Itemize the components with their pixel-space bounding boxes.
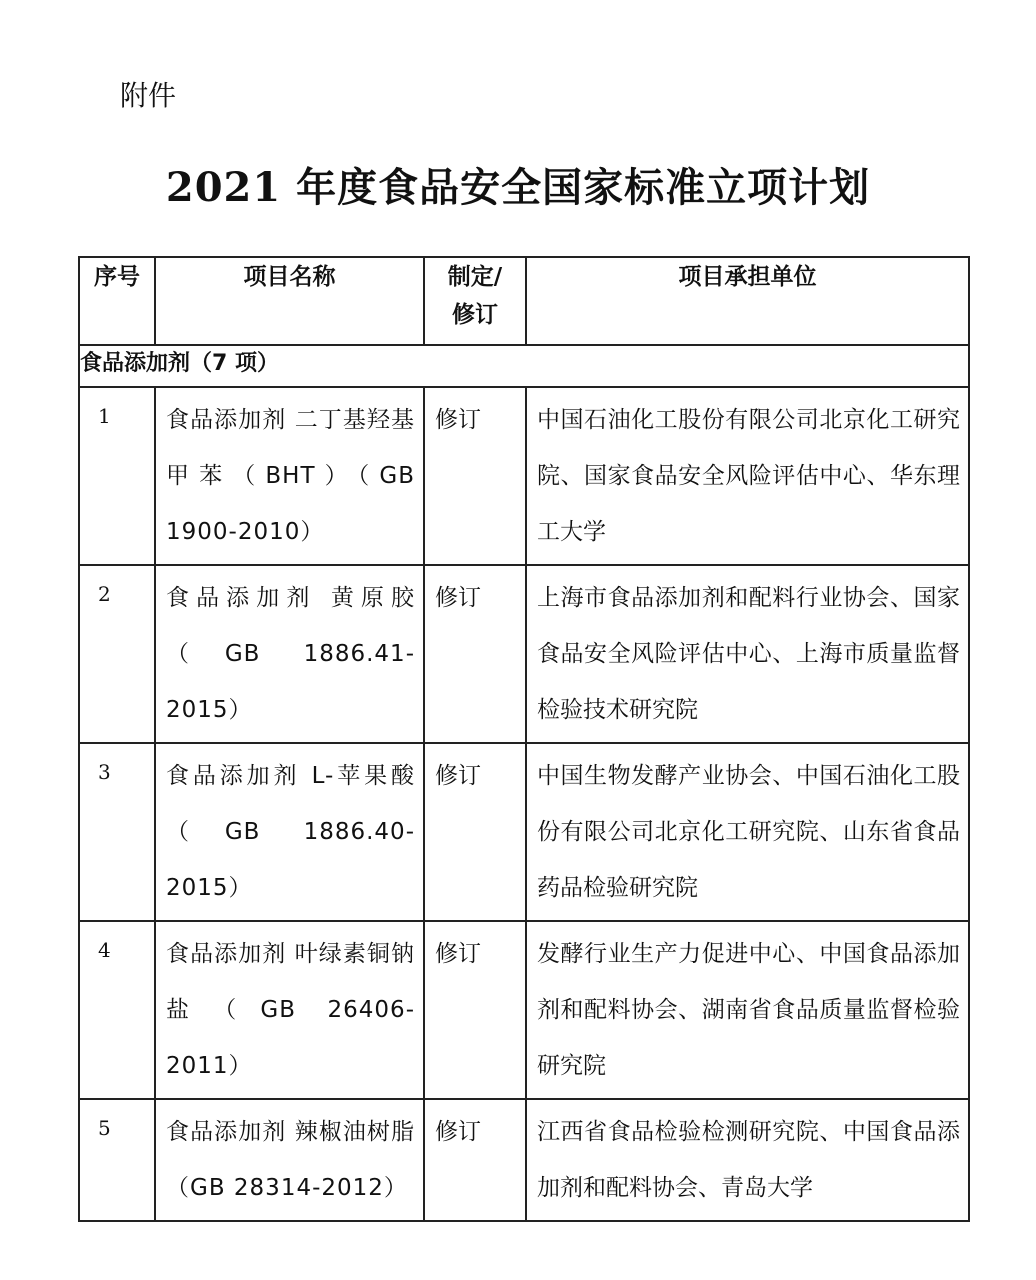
revision-type: 修订 — [424, 921, 526, 1099]
row-number: 2 — [79, 565, 155, 743]
responsible-unit: 江西省食品检验检测研究院、中国食品添加剂和配料协会、青岛大学 — [526, 1099, 969, 1221]
revision-type: 修订 — [424, 387, 526, 565]
responsible-unit: 中国生物发酵产业协会、中国石油化工股份有限公司北京化工研究院、山东省食品药品检验研究院 — [526, 743, 969, 921]
row-number: 1 — [79, 387, 155, 565]
revision-type: 修订 — [424, 1099, 526, 1221]
section-row — [79, 345, 969, 387]
header-serial-number: 序号 — [79, 257, 155, 345]
project-name: 食品添加剂 辣椒油树脂（GB 28314-2012） — [155, 1099, 424, 1221]
project-name: 食品添加剂 L-苹果酸（GB 1886.40-2015） — [155, 743, 424, 921]
responsible-unit: 中国石油化工股份有限公司北京化工研究院、国家食品安全风险评估中心、华东理工大学 — [526, 387, 969, 565]
project-name: 食品添加剂 黄原胶（GB 1886.41-2015） — [155, 565, 424, 743]
table-row — [79, 1099, 969, 1221]
attachment-label: 附件 — [120, 79, 177, 112]
section-title: 食品添加剂（7 项） — [79, 345, 969, 387]
revision-type: 修订 — [424, 565, 526, 743]
table-row — [79, 921, 969, 1099]
row-number: 3 — [79, 743, 155, 921]
revision-type: 修订 — [424, 743, 526, 921]
document-title: 2021 年度食品安全国家标准立项计划 — [165, 164, 871, 211]
project-name: 食品添加剂 叶绿素铜钠盐（GB 26406-2011） — [155, 921, 424, 1099]
table-row — [79, 743, 969, 921]
responsible-unit: 上海市食品添加剂和配料行业协会、国家食品安全风险评估中心、上海市质量监督检验技术研究院 — [526, 565, 969, 743]
responsible-unit: 发酵行业生产力促进中心、中国食品添加剂和配料协会、湖南省食品质量监督检验研究院 — [526, 921, 969, 1099]
header-responsible-unit: 项目承担单位 — [526, 257, 969, 345]
standards-plan-table — [78, 256, 970, 1222]
table-row — [79, 565, 969, 743]
table-row — [79, 387, 969, 565]
row-number: 5 — [79, 1099, 155, 1221]
row-number: 4 — [79, 921, 155, 1099]
project-name: 食品添加剂 二丁基羟基甲苯（BHT）（GB 1900-2010） — [155, 387, 424, 565]
header-formulate-revise: 制定/ 修订 — [424, 257, 526, 345]
table-header-row — [79, 257, 969, 345]
header-project-name: 项目名称 — [155, 257, 424, 345]
